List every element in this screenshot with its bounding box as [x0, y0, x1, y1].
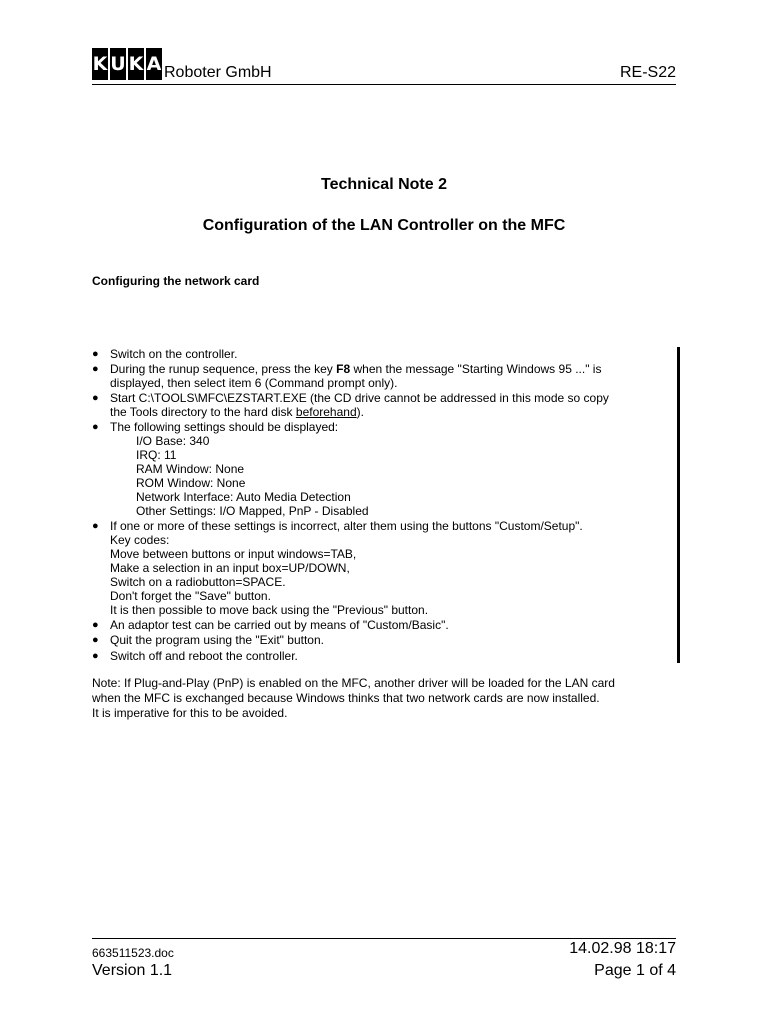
section-heading: Configuring the network card — [92, 274, 260, 288]
footer-datetime: 14.02.98 18:17 — [569, 940, 676, 957]
note-line-3: It is imperative for this to be avoided. — [92, 706, 288, 720]
change-bar — [677, 347, 680, 663]
header-rule — [92, 84, 676, 85]
setting-rom-window: ROM Window: None — [136, 476, 246, 490]
bullet-icon: ● — [92, 363, 99, 375]
company-name: Roboter GmbH — [164, 64, 272, 81]
bullet-icon: ● — [92, 520, 99, 532]
document-subtitle: Configuration of the LAN Controller on the MFC — [202, 217, 566, 234]
document-title: Technical Note 2 — [321, 176, 447, 193]
bullet-icon: ● — [92, 392, 99, 404]
step-6-text: An adaptor test can be carried out by means of "Custom/Basic". — [110, 618, 449, 632]
step-1-text: Switch on the controller. — [110, 347, 238, 361]
bullet-icon: ● — [92, 421, 99, 433]
footer-version: Version 1.1 — [92, 962, 173, 979]
setting-io-base: I/O Base: 340 — [136, 434, 210, 448]
step-2-text — [110, 362, 601, 376]
key-code-tab: Move between buttons or input windows=TAB, — [110, 547, 357, 561]
bullet-icon: ● — [92, 650, 99, 662]
step-3-continued — [110, 405, 364, 419]
logo-letter-k2: K — [128, 48, 144, 80]
logo-letter-u: U — [110, 48, 126, 80]
footer-filename: 663511523.doc — [92, 946, 174, 960]
note-line-2: when the MFC is exchanged because Windows thinks that two network cards are now installed. — [92, 691, 600, 705]
step-2-key: F8 — [336, 362, 351, 376]
bullet-icon: ● — [92, 348, 99, 360]
key-code-up-down: Make a selection in an input box=UP/DOWN, — [110, 561, 350, 575]
logo-letter-a: A — [146, 48, 162, 80]
setting-ram-window: RAM Window: None — [136, 462, 245, 476]
step-4-text: The following settings should be displayed: — [110, 420, 339, 434]
bullet-icon: ● — [92, 619, 99, 631]
key-code-save: Don't forget the "Save" button. — [110, 589, 271, 603]
step-2-continued: displayed, then select item 6 (Command prompt only). — [110, 376, 398, 390]
document-reference: RE-S22 — [619, 64, 676, 81]
key-code-space: Switch on a radiobutton=SPACE. — [110, 575, 286, 589]
logo-letter-k: K — [92, 48, 108, 80]
step-3-text: Start C:\TOOLS\MFC\EZSTART.EXE (the CD drive cannot be addressed in this mode so copy — [110, 391, 609, 405]
step-2-text-b: when the message "Starting Windows 95 ..." is — [350, 362, 602, 376]
kuka-logo — [92, 48, 162, 80]
bullet-icon: ● — [92, 634, 99, 646]
step-8-text: Switch off and reboot the controller. — [110, 649, 298, 663]
note-line-1: Note: If Plug-and-Play (PnP) is enabled on the MFC, another driver will be loaded for the LAN card — [92, 676, 615, 690]
setting-irq: IRQ: 11 — [136, 448, 177, 462]
footer-rule — [92, 938, 676, 939]
key-code-previous: It is then possible to move back using the "Previous" button. — [110, 603, 429, 617]
key-codes-heading: Key codes: — [110, 533, 170, 547]
step-3-text-c: ). — [356, 405, 364, 419]
setting-network-interface: Network Interface: Auto Media Detection — [136, 490, 351, 504]
step-2-text-a: During the runup sequence, press the key — [110, 362, 337, 376]
step-5-text: If one or more of these settings is incorrect, alter them using the buttons "Custom/Setup". — [110, 519, 583, 533]
setting-other: Other Settings: I/O Mapped, PnP - Disabled — [136, 504, 369, 518]
step-7-text: Quit the program using the "Exit" button. — [110, 633, 324, 647]
footer-page-number: Page 1 of 4 — [594, 962, 676, 979]
step-3-underlined: beforehand — [295, 405, 357, 419]
step-3-text-b: the Tools directory to the hard disk — [110, 405, 296, 419]
